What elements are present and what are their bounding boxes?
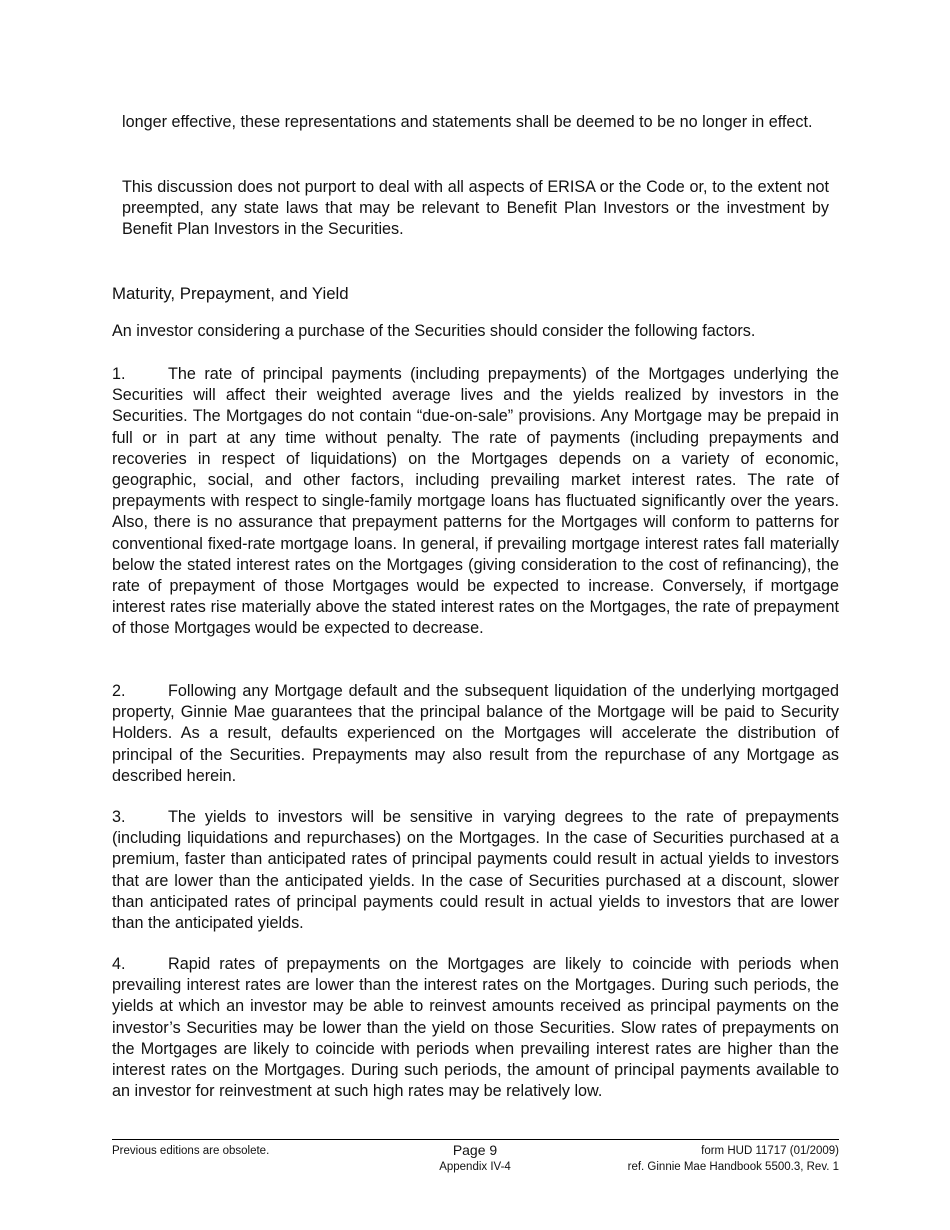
list-item-number: 3.	[112, 808, 126, 826]
appendix-label: Appendix IV-4	[439, 1161, 511, 1173]
list-item-text: The yields to investors will be sensitive in varying degrees to the rate of prepayments (including liquidations and repurchases) on the Mortgages. In the case of Securities purchased at a premium, faster than anticipated rates of principal payments could result in actual yields to investors that are lower than the anticipated yields. In the case of Securities purchased at a discount, slower than anticipated rates of principal payments could result in actual yields to investors that are lower than the anticipated yields.	[112, 808, 839, 933]
footer-page-info	[375, 1142, 575, 1175]
footer-obsolete-note: Previous editions are obsolete.	[112, 1145, 270, 1157]
list-item-2	[112, 681, 839, 787]
list-item-number: 1.	[112, 365, 126, 383]
section-lead: An investor considering a purchase of the Securities should consider the following factors.	[112, 322, 756, 340]
intro-paragraph-1: longer effective, these representations and statements shall be deemed to be no longer in effect.	[122, 113, 813, 131]
section-heading: Maturity, Prepayment, and Yield	[112, 284, 349, 303]
footer-divider	[112, 1139, 839, 1140]
form-number: form HUD 11717 (01/2009)	[701, 1145, 839, 1157]
list-item-text: Rapid rates of prepayments on the Mortgages are likely to coincide with periods when prevailing interest rates are lower than the interest rates on the Mortgages. During such periods, the yields at which an investor may be able to reinvest amounts received as principal payments on the investor’s Securities may be lower than the yield on those Securities. Slow rates of prepayments on the Mortgages are likely to coincide with periods when prevailing interest rates are higher than the interest rates on the Mortgages. During such periods, the amount of principal payments available to an investor for reinvestment at such high rates may be relatively low.	[112, 955, 839, 1101]
list-item-1	[112, 364, 839, 640]
list-item-4	[112, 954, 839, 1102]
list-item-number: 4.	[112, 955, 126, 973]
handbook-reference: ref. Ginnie Mae Handbook 5500.3, Rev. 1	[627, 1161, 839, 1173]
list-item-text: The rate of principal payments (including prepayments) of the Mortgages underlying the Securities will affect their weighted average lives and the yields realized by investors in the Securities. The Mortgages do not contain “due-on-sale” provisions. Any Mortgage may be prepaid in full or in part at any time without penalty. The rate of payments (including prepayments and recoveries in respect of liquidations) on the Mortgages depends on a variety of economic, geographic, social, and other factors, including prevailing market interest rates. The rate of prepayments with respect to single-family mortgage loans has fluctuated significantly over the years. Also, there is no assurance that prepayment patterns for the Mortgages will conform to patterns for conventional fixed-rate mortgage loans. In general, if prevailing mortgage interest rates fall materially below the stated interest rates on the Mortgages (giving consideration to the cost of refinancing), the rate of prepayment of those Mortgages would be expected to increase. Conversely, if mortgage interest rates rise materially above the stated interest rates on the Mortgages, the rate of prepayment of those Mortgages would be expected to decrease.	[112, 365, 839, 638]
list-item-text: Following any Mortgage default and the subsequent liquidation of the underlying mortgaged property, Ginnie Mae guarantees that the principal balance of the Mortgage will be paid to Security Holders. As a result, defaults experienced on the Mortgages will accelerate the distribution of principal of the Securities. Prepayments may also result from the repurchase of any Mortgage as described herein.	[112, 682, 839, 785]
footer-form-info	[560, 1143, 839, 1175]
page-number: Page 9	[452, 1142, 498, 1158]
list-item-number: 2.	[112, 682, 126, 700]
intro-paragraph-2: This discussion does not purport to deal with all aspects of ERISA or the Code or, to the extent not preempted, any state laws that may be relevant to Benefit Plan Investors or the investment by Benefit Plan Investors in the Securities.	[122, 178, 829, 239]
list-item-3	[112, 807, 839, 934]
